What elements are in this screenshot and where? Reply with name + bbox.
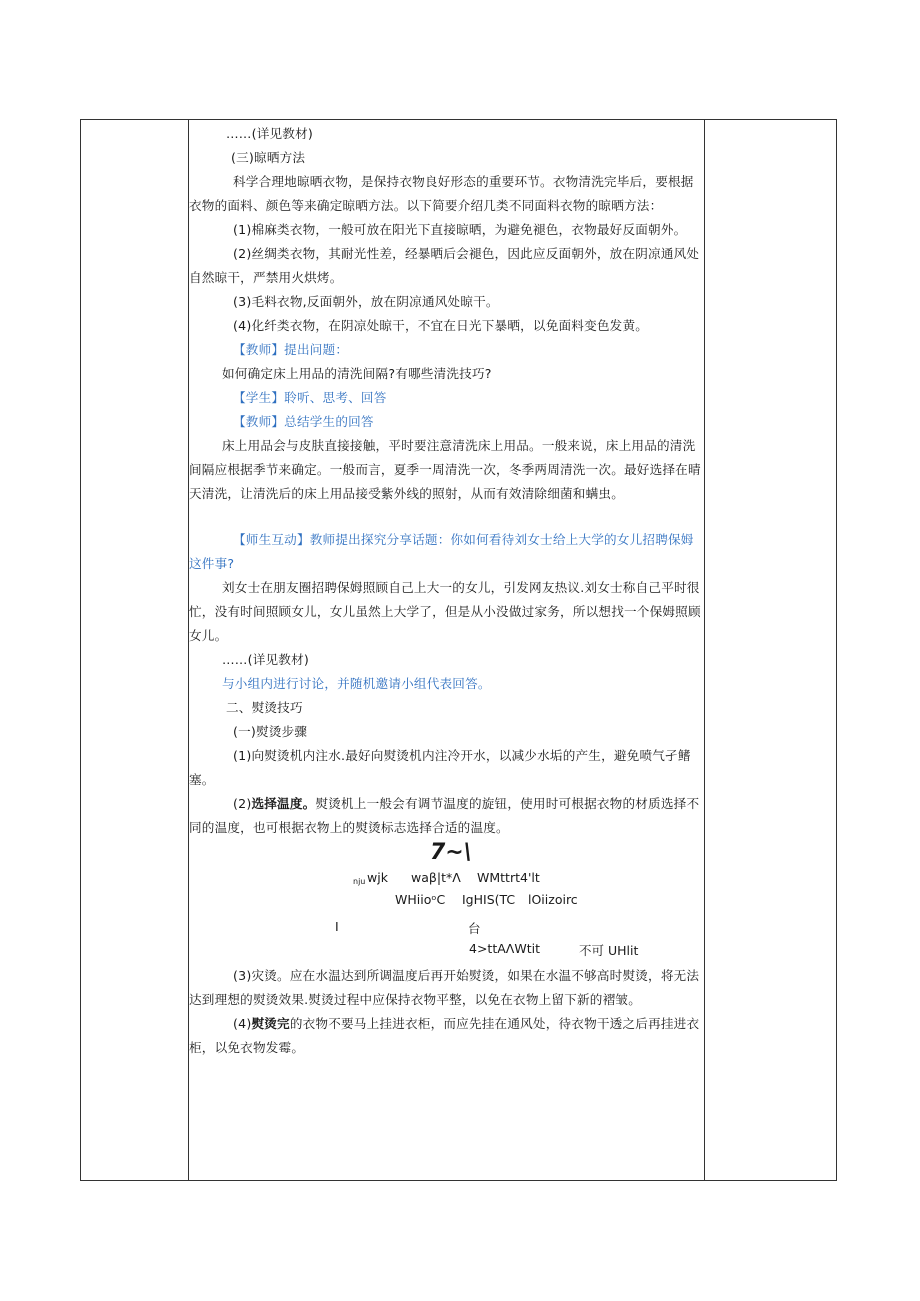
group-discussion: 与小组内进行讨论，并随机邀请小组代表回答。 (222, 676, 491, 691)
figure-text: waβ|t*Λ (411, 870, 461, 885)
figure-text: 4>ttAΛWtit (469, 941, 540, 956)
paragraph: (2)选择温度。熨烫机上一般会有调节温度的旋钮，使用时可根据衣物的材质选择不同的温度，也可根据衣物上的熨烫标志选择合适的温度。 (189, 796, 700, 835)
figure-text: WMttrt4'lt (477, 870, 540, 885)
paragraph: (1)向熨烫机内注水.最好向熨烫机内注冷开水，以减少水垢的产生，避免喷气孑鳍塞。 (189, 748, 691, 787)
figure-text: IgHIS(TC (462, 892, 516, 907)
paragraph: 床上用品会与皮肤直接接触，平时要注意清洗床上用品。一般来说，床上用品的清洗间隔应根据季节来确定。一般而言，夏季一周清洗一次，冬季两周清洗一次。最好选择在晴天清洗，让清洗后的床上用品接受紫外线的照射，从而有效清除细菌和螨虫。 (189, 438, 701, 501)
student-label: 【学生】聆听、思考、回答 (233, 390, 387, 405)
figure-text: nju (353, 877, 366, 886)
section-heading: 二、熨烫技巧 (226, 700, 303, 715)
paragraph: (3)毛料衣物,反面朝外，放在阴凉通风处晾干。 (233, 294, 499, 309)
paragraph: (3)灾烫。应在水温达到所调温度后再开始熨烫，如果在水温不够高时熨烫，将无法达到理想的熨烫效果.熨烫过程中应保持衣物平整，以免在衣物上留下新的褶皱。 (189, 968, 700, 1007)
paragraph: (2)丝绸类衣物，其耐光性差，经暴晒后会褪色，因此应反面朝外，放在阴凉通风处自然晾干，严禁用火烘烤。 (189, 246, 700, 285)
paragraph: 刘女士在朋友圈招聘保姆照顾自己上大一的女儿，引发网友热议.刘女士称自己平时很忙，没有时间照顾女儿，女儿虽然上大学了，但是从小没做过家务，所以想找一个保姆照顾女儿。 (189, 580, 701, 643)
paragraph: 科学合理地晾晒衣物，是保持衣物良好形态的重要环节。衣物清洗完毕后，要根据衣物的面料、颜色等来确定晾晒方法。以下简要介绍几类不同面料衣物的晾晒方法： (189, 174, 694, 213)
teacher-label: 【教师】提出问题： (233, 342, 349, 357)
figure-text: 7~\ (430, 840, 472, 865)
figure-text: 台 (468, 921, 481, 936)
figure-text: lOiizoirc (528, 892, 578, 907)
figure-text: 不可 UHlit (579, 943, 639, 958)
figure-text: WHiioᵒC (395, 892, 446, 907)
question: 如何确定床上用品的清洗间隔?有哪些清洗技巧? (222, 366, 492, 381)
main-content (189, 122, 705, 1060)
paragraph: (1)棉麻类衣物，一般可放在阳光下直接晾晒，为避免褪色，衣物最好反面朝外。 (233, 222, 687, 237)
paragraph: (4)化纤类衣物，在阴凉处晾干，不宜在日光下暴晒，以免面料变色发黄。 (233, 318, 649, 333)
section-heading: (三)晾晒方法 (231, 150, 306, 165)
ironing-symbols-figure (189, 840, 705, 964)
interaction-topic: 【师生互动】教师提出探究分享话题：你如何看待刘女士给上大学的女儿招聘保姆这件事? (189, 532, 694, 571)
paragraph: ……(详见教材) (226, 126, 313, 141)
paragraph: (4)熨烫完的衣物不要马上挂进衣柜，而应先挂在通风处，待衣物干透之后再挂进衣柜，以免衣物发霉。 (189, 1016, 700, 1055)
teacher-summary-label: 【教师】总结学生的回答 (233, 414, 374, 429)
figure-text: wjk (367, 870, 388, 885)
section-heading: (一)熨烫步骤 (233, 724, 308, 739)
paragraph: ……(详见教材) (222, 652, 309, 667)
figure-text: I (335, 919, 339, 934)
